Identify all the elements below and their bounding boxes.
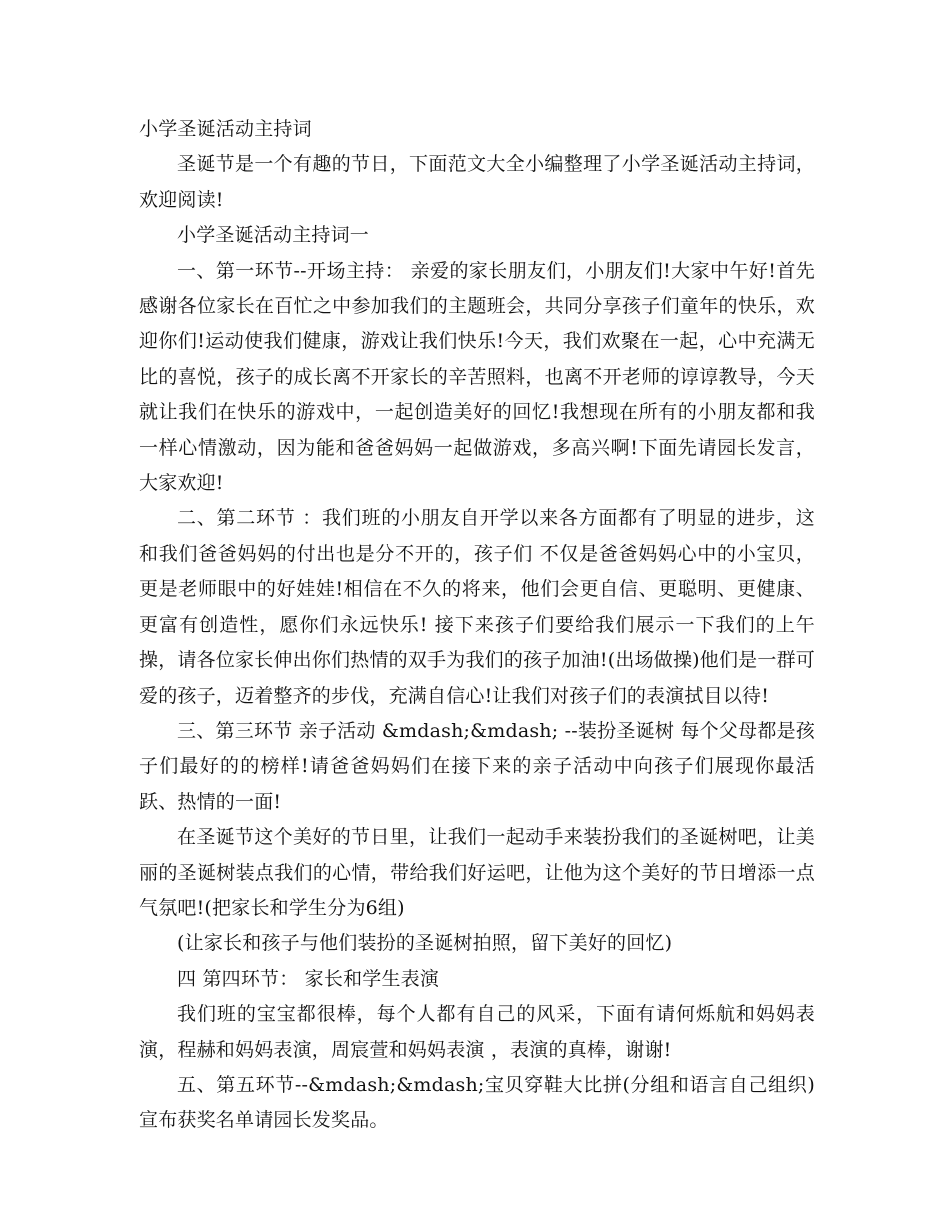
intro-paragraph: 圣诞节是一个有趣的节日，下面范文大全小编整理了小学圣诞活动主持词，欢迎阅读! [139,153,815,211]
performance-paragraph: 我们班的宝宝都很棒，每个人都有自己的风采，下面有请何烁航和妈妈表演，程赫和妈妈表演，周宸萱和妈妈表演 ，表演的真棒，谢谢! [139,1003,815,1061]
segment-three-paragraph: 三、第三环节 亲子活动 &mdash;&mdash; --装扮圣诞树 每个父母都是孩子们最好的的榜样!请爸爸妈妈们在接下来的亲子活动中向孩子们展现你最活跃、热情的一面! [139,719,815,813]
christmas-tree-paragraph: 在圣诞节这个美好的节日里，让我们一起动手来装扮我们的圣诞树吧，让美丽的圣诞树装点我们的心情，带给我们好运吧，让他为这个美好的节日增添一点气氛吧!(把家长和学生分为6组) [139,826,815,919]
document-title: 小学圣诞活动主持词 [139,118,312,140]
segment-five-paragraph: 五、第五环节--&mdash;&mdash;宝贝穿鞋大比拼(分组和语言自己组织) 宣布获奖名单请园长发奖品。 [139,1073,815,1132]
photo-note-paragraph: (让家长和孩子与他们装扮的圣诞树拍照，留下美好的回忆) [177,932,673,955]
section-heading: 小学圣诞活动主持词一 [177,224,370,247]
segment-one-paragraph: 一、第一环节--开场主持： 亲爱的家长朋友们，小朋友们!大家中午好!首先感谢各位家长在百忙之中参加我们的主题班会，共同分享孩子们童年的快乐，欢迎你们!运动使我们健康，游戏让我们快乐!今天，我们欢聚在一起，心中充满无比的喜悦，孩子的成长离不开家长的辛苦照料，也离不开老师的谆谆教导，今天就让我们在快乐的游戏中，一起创造美好的回忆!我想现在所有的小朋友都和我一样心情激动，因为能和爸爸妈妈一起做游戏，多高兴啊!下面先请园长发言，大家欢迎! [139,259,815,495]
document-body [139,112,815,1139]
segment-four-heading: 四 第四环节： 家长和学生表演 [177,967,440,990]
segment-two-paragraph: 二、第二环节 ：我们班的小朋友自开学以来各方面都有了明显的进步，这和我们爸爸妈妈的付出也是分不开的，孩子们 不仅是爸爸妈妈心中的小宝贝，更是老师眼中的好娃娃!相信在不久的将来，他们会更自信、更聪明、更健康、更富有创造性，愿你们永远快乐! 接下来孩子们要给我们展示一下我们的上午操，请各位家长伸出你们热情的双手为我们的孩子加油!(出场做操)他们是一群可爱的孩子，迈着整齐的步伐，充满自信心!让我们对孩子们的表演拭目以待! [139,507,815,707]
